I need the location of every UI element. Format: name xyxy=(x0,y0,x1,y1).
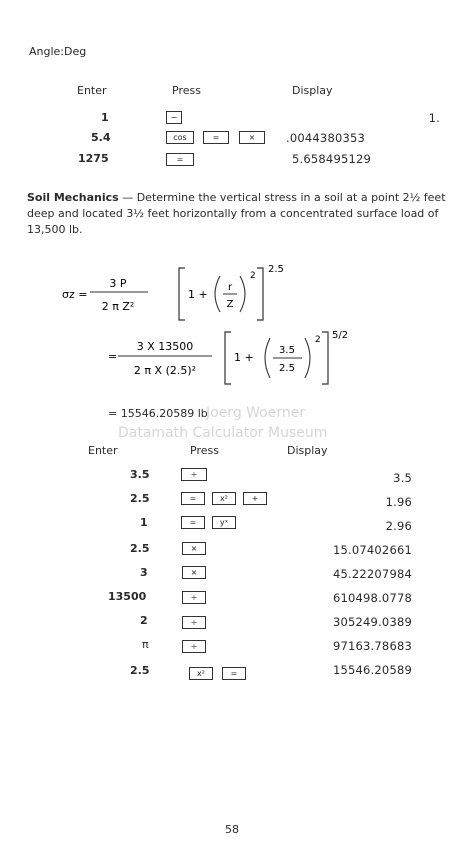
display-value: 305249.0389 xyxy=(332,615,412,629)
section-title: Soil Mechanics xyxy=(27,191,119,204)
right-bracket xyxy=(322,332,328,384)
col-header-enter: Enter xyxy=(88,444,118,457)
cos-key: cos xyxy=(166,131,194,144)
divide-key: ÷ xyxy=(182,591,206,604)
inner-denominator: Z xyxy=(226,299,234,310)
display-value: 1. xyxy=(428,111,440,125)
right-paren xyxy=(305,338,310,378)
inner-numerator: r xyxy=(227,282,233,293)
enter-value: 1275 xyxy=(78,152,109,165)
equals-key: = xyxy=(166,153,194,166)
y-power-x-key: yˣ xyxy=(212,516,236,529)
enter-value: 2.5 xyxy=(130,492,150,505)
outer-exponent: 2.5 xyxy=(268,264,284,275)
problem-body: Determine the vertical stress in a soil at a point 2½ feet deep and located 3½ feet horizontally from a concentrated surface load of 13,500 lb. xyxy=(27,191,446,236)
right-bracket xyxy=(257,268,263,320)
enter-value: 2 xyxy=(140,614,148,627)
multiply-key: × xyxy=(182,566,206,579)
display-value: 610498.0778 xyxy=(332,591,412,605)
x-squared-key: x² xyxy=(212,492,236,505)
display-value: 2.96 xyxy=(385,519,412,533)
multiply-key: × xyxy=(182,542,206,555)
col-header-display: Display xyxy=(292,84,333,97)
left-bracket xyxy=(225,332,231,384)
stress-formula xyxy=(0,250,470,420)
watermark-line-2: Datamath Calculator Museum xyxy=(118,425,328,441)
col-header-enter: Enter xyxy=(77,84,107,97)
equals-key: = xyxy=(203,131,229,144)
x-squared-key: x² xyxy=(189,667,213,680)
enter-value: 2.5 xyxy=(130,542,150,555)
fraction-numerator: 3 P xyxy=(109,277,127,290)
divide-key: ÷ xyxy=(182,640,206,653)
enter-value: 5.4 xyxy=(91,131,111,144)
display-value: 1.96 xyxy=(385,495,412,509)
display-value: 97163.78683 xyxy=(332,639,412,653)
one-plus: 1 + xyxy=(188,288,208,301)
enter-value: 13500 xyxy=(108,590,147,603)
left-paren xyxy=(265,338,270,378)
display-value: 15.07402661 xyxy=(332,543,412,557)
right-paren xyxy=(240,276,245,312)
left-paren xyxy=(215,276,220,312)
enter-value: 3 xyxy=(140,566,148,579)
col-header-press: Press xyxy=(172,84,201,97)
fraction-numerator: 3 X 13500 xyxy=(136,340,194,353)
fraction-denominator: 2 π X (2.5)² xyxy=(133,364,197,377)
left-bracket xyxy=(179,268,185,320)
equals-key: = xyxy=(222,667,246,680)
equals-key: = xyxy=(181,492,205,505)
problem-statement xyxy=(27,190,447,238)
display-value: 3.5 xyxy=(393,471,412,485)
enter-value: 3.5 xyxy=(130,468,150,481)
multiply-key: × xyxy=(239,131,265,144)
display-value: 5.658495129 xyxy=(292,152,372,166)
divide-key: ÷ xyxy=(182,616,206,629)
display-value: .0044380353 xyxy=(286,131,366,145)
result-line: = 15546.20589 lb xyxy=(108,407,208,420)
title-dash: — xyxy=(118,191,137,204)
minus-key: − xyxy=(166,111,182,124)
equals-key: = xyxy=(181,516,205,529)
plus-key: + xyxy=(243,492,267,505)
one-plus: 1 + xyxy=(234,351,254,364)
enter-value: 2.5 xyxy=(130,664,150,677)
display-value: 45.22207984 xyxy=(332,567,412,581)
divide-key: ÷ xyxy=(181,468,207,481)
watermark-line-1: Joerg Woerner xyxy=(206,405,306,421)
outer-exponent: 5/2 xyxy=(332,330,349,341)
angle-mode-label: Angle:Deg xyxy=(29,45,87,58)
display-value: 15546.20589 xyxy=(332,663,412,677)
formula-lhs: σz = xyxy=(62,288,88,301)
enter-value: 1 xyxy=(140,516,148,529)
page-number: 58 xyxy=(225,823,239,836)
fraction-denominator: 2 π Z² xyxy=(101,300,135,313)
equals-sign: = xyxy=(108,350,118,363)
col-header-display: Display xyxy=(287,444,328,457)
inner-denominator: 2.5 xyxy=(279,363,295,374)
col-header-press: Press xyxy=(190,444,219,457)
square-exponent: 2 xyxy=(250,271,256,281)
inner-numerator: 3.5 xyxy=(279,345,295,356)
enter-value: 1 xyxy=(101,111,109,124)
enter-value: π xyxy=(142,638,149,651)
square-exponent: 2 xyxy=(315,335,321,345)
